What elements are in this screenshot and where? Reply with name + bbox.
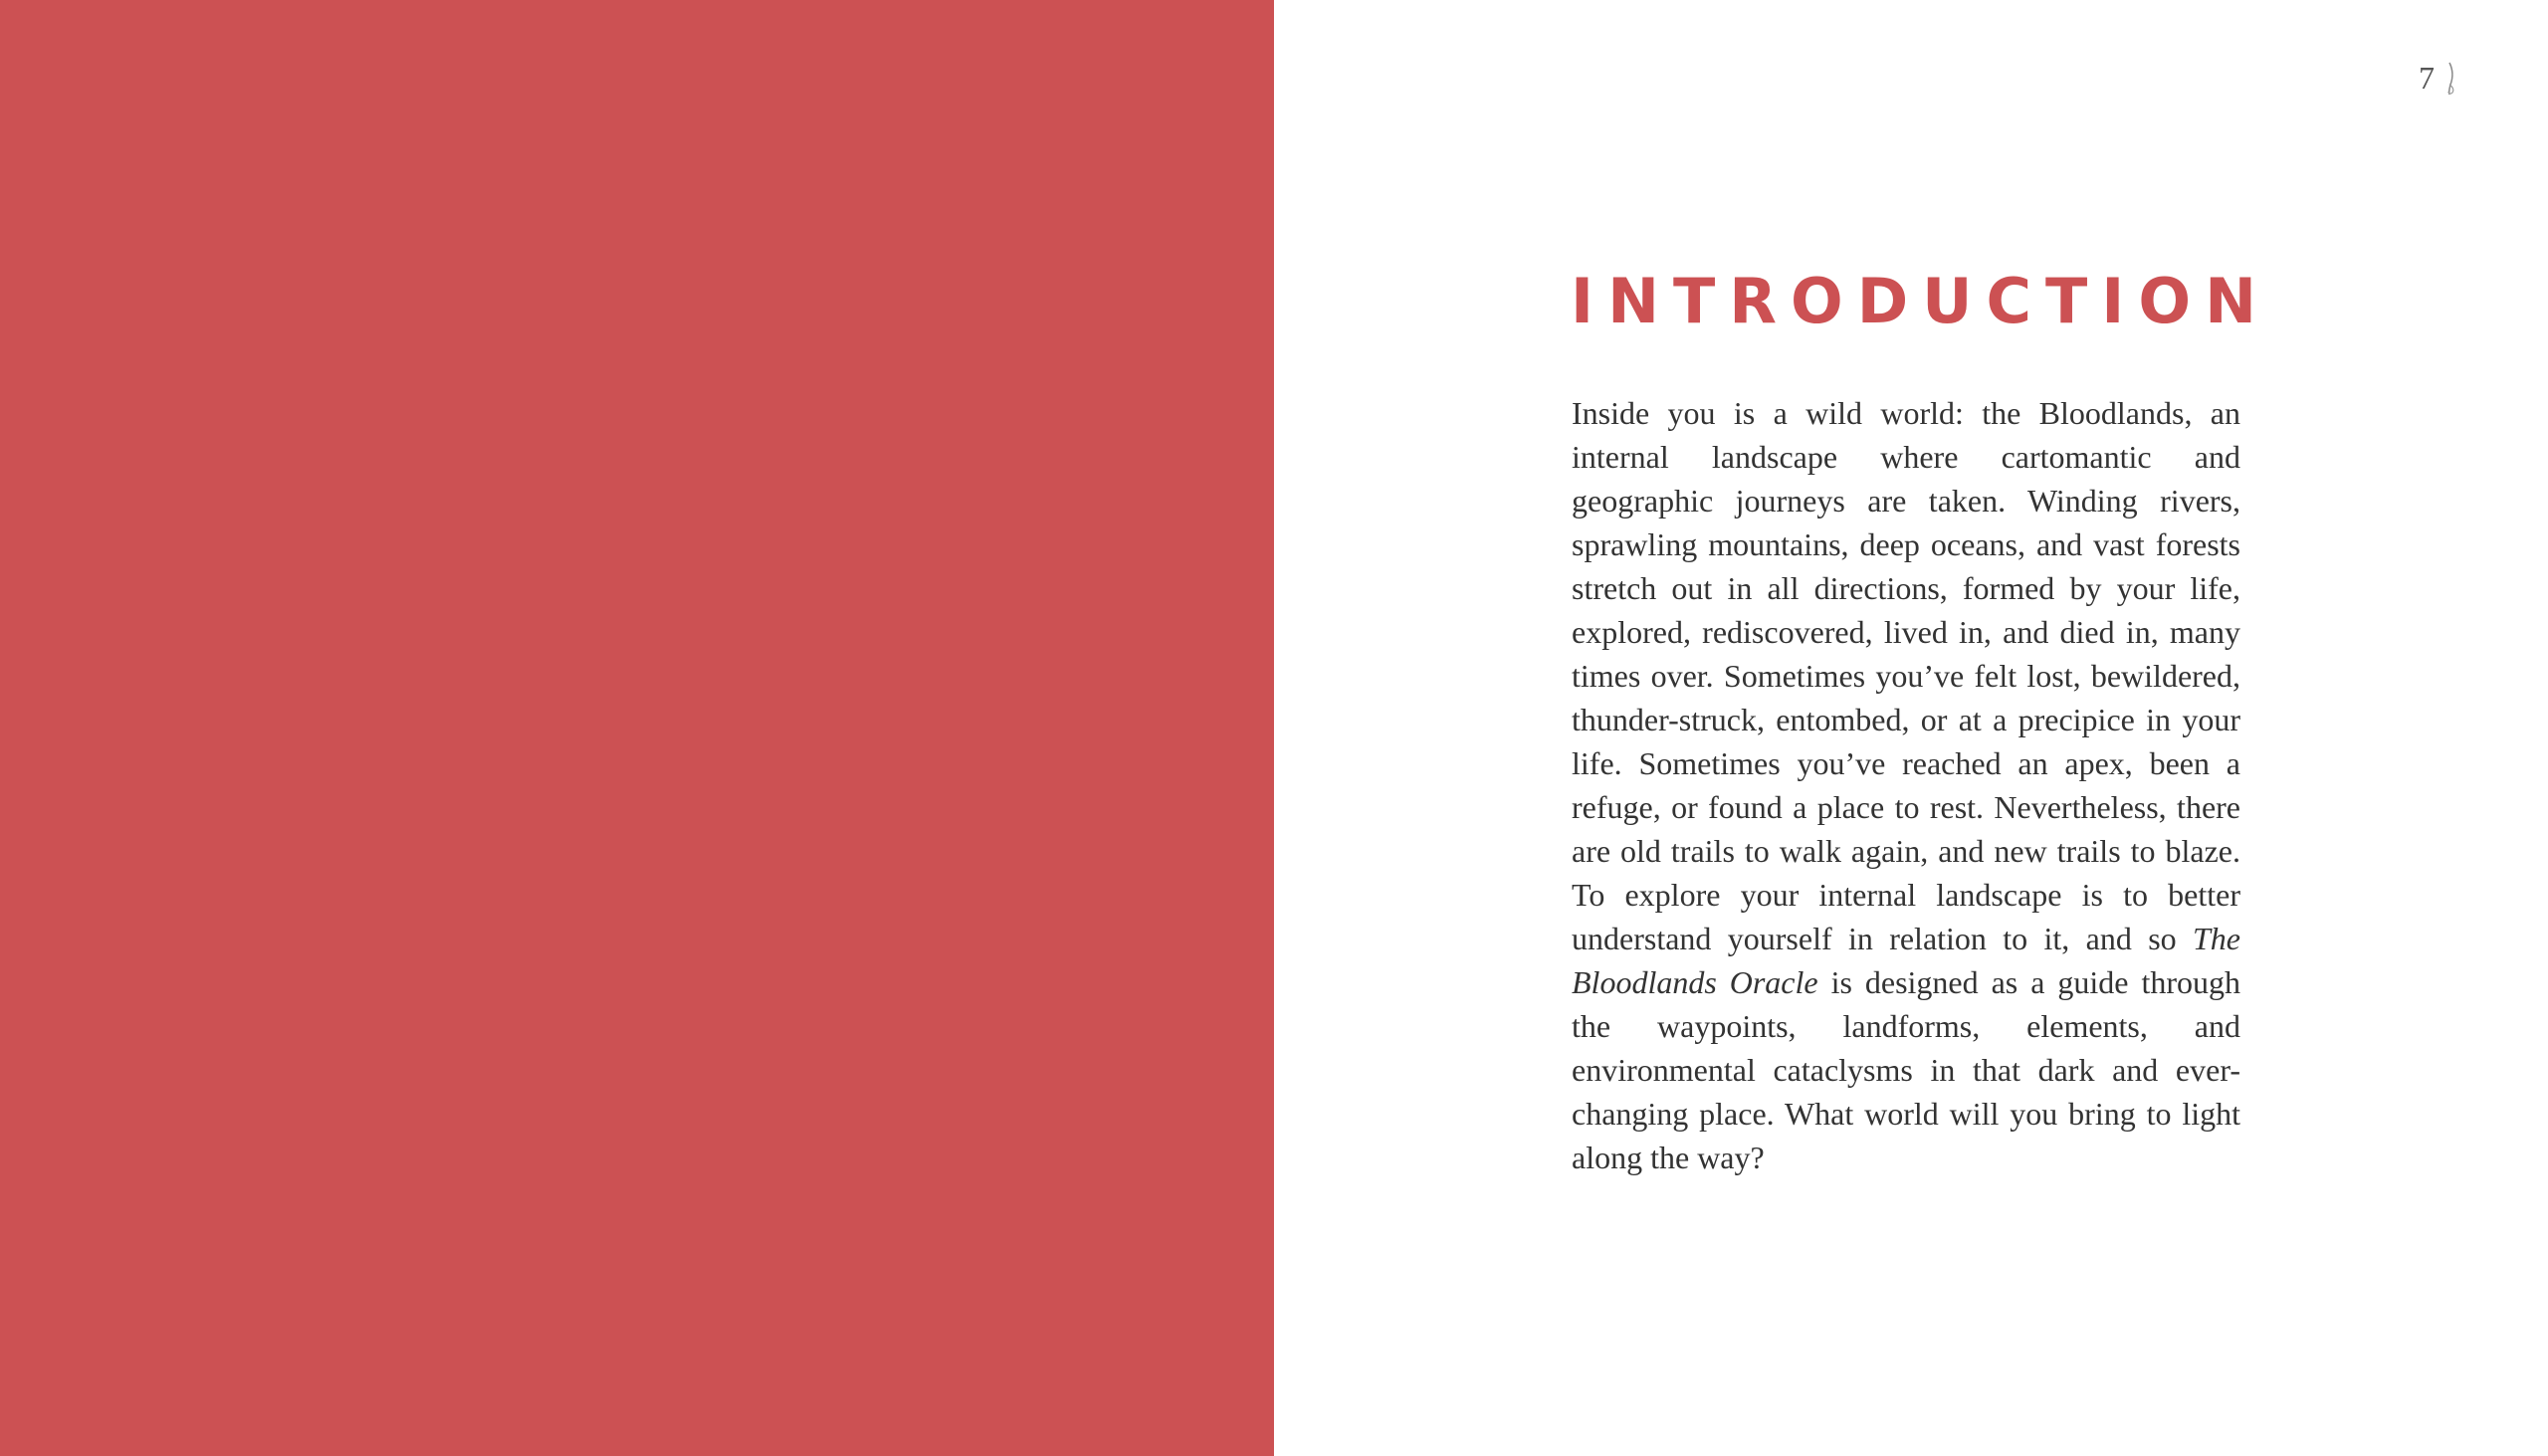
introduction-paragraph [1572,391,2240,1179]
book-title-italic: The Bloodlands Oracle [1572,921,2240,1000]
body-text-part-1: Inside you is a wild world: the Bloodlands, an internal landscape where cartomantic and geographic journeys are taken. Winding rivers, sprawling mountains, deep oceans, and vast forests stretch out in all directions, formed by your life, explored, rediscovered, lived in, and died in, many times over. Sometimes you’ve felt lost, bewildered, thunder-struck, entombed, or at a precipice in your life. Sometimes you’ve reached an apex, been a refuge, or found a place to rest. Nevertheless, there are old trails to walk again, and new trails to blaze. To explore your internal landscape is to better understand yourself in relation to it, and so [1572,395,2240,956]
page-number: 7 [2419,60,2435,96]
chapter-title: INTRODUCTION [1571,265,2270,337]
page-number-area [2419,60,2456,97]
body-text-part-2: is designed as a guide through the waypoints, landforms, elements, and environmental cataclysms in that dark and ever-changing place. What world will you bring to light along the way? [1572,964,2241,1175]
feather-quill-icon [2442,61,2456,97]
